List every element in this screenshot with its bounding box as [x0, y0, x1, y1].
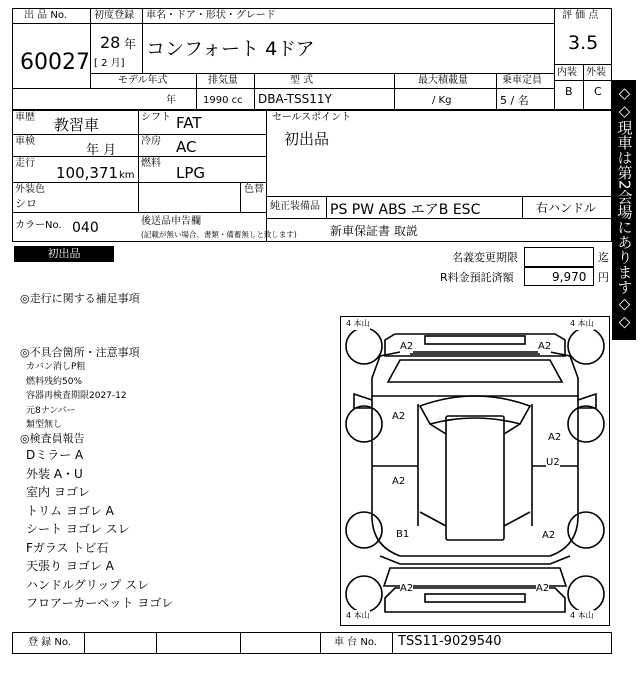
equipment2-value: 新車保証書 取説	[330, 224, 418, 238]
defect-item: 類型無し	[26, 420, 63, 430]
reg-no-label: 登 録 No.	[28, 637, 71, 648]
model-code: DBA-TSS11Y	[258, 92, 332, 106]
inspector-item: Fガラス トビ石	[26, 540, 109, 555]
interior-label: 内装	[557, 67, 577, 78]
tire-label-rear-left: 4 本山	[346, 611, 370, 620]
first-reg-year-unit: 年	[124, 37, 137, 51]
inspector-item: トリム ヨゴレ A	[26, 503, 114, 518]
color-no-value: 040	[72, 220, 99, 236]
inspection-value: 年 月	[86, 143, 117, 158]
chassis-value: TSS11-9029540	[398, 634, 502, 649]
handle-value: 右ハンドル	[536, 201, 597, 215]
first-reg-year: 28	[100, 33, 121, 52]
sales-point-label: セールスポイント	[272, 112, 352, 123]
damage-mark: A2	[400, 583, 414, 594]
fuel-label: 燃料	[141, 158, 161, 169]
aftermarket-note: (記載が無い場合、書類・備蓄無しと致します)	[141, 230, 297, 239]
name-change-label: 名義変更期限	[452, 251, 518, 264]
damage-mark: B1	[396, 529, 410, 540]
car-label: 車名・ドア・形状・グレード	[146, 10, 276, 21]
inspector-item: 天張り ヨゴレ A	[26, 559, 114, 573]
load-label: 最大積載量	[418, 75, 468, 86]
exterior-grade: C	[594, 85, 602, 98]
damage-mark: A2	[392, 476, 406, 487]
defect-item: カバン消しP粗	[26, 362, 86, 372]
side-note-text: ◇◇現車は第2会場にあります◇◇	[615, 84, 634, 331]
name-change-unit: 迄	[598, 251, 609, 264]
equipment-value: PS PW ABS エアB ESC	[330, 202, 481, 218]
recycle-value: 9,970	[552, 270, 587, 284]
side-note	[612, 80, 636, 340]
inspector-item: 室内 ヨゴレ	[26, 485, 90, 499]
model-label: 型 式	[290, 75, 314, 86]
interior-grade: B	[565, 85, 573, 98]
damage-mark: A2	[400, 341, 414, 352]
damage-mark: A2	[538, 341, 552, 352]
lot-label: 出 品 No.	[24, 10, 67, 21]
score-value: 3.5	[568, 32, 599, 54]
damage-mark: U2	[546, 457, 560, 468]
first-reg-month: [ 2 月]	[94, 58, 125, 69]
first-listing-banner: 初出品	[14, 246, 114, 262]
inspector-title: ◎検査員報告	[20, 432, 85, 445]
history-label: 車歴	[15, 112, 35, 123]
chassis-label: 車 台 No.	[334, 637, 377, 648]
capacity-value: 5 / 名	[500, 94, 529, 107]
damage-mark: A2	[536, 583, 550, 594]
mileage-value: 100,371	[56, 164, 119, 182]
history-value: 教習車	[54, 116, 100, 134]
tire-label-rear-right: 4 本山	[570, 611, 594, 620]
inspector-item: Dミラー A	[26, 448, 84, 462]
ac-value: AC	[176, 138, 197, 156]
ext-color-label: 外装色	[15, 184, 45, 195]
supplement-title: ◎走行に関する補足事項	[20, 292, 140, 305]
defects-title: ◎不具合箇所・注意事項	[20, 346, 140, 359]
exterior-label: 外装	[586, 67, 606, 78]
model-year-label: モデル年式	[118, 75, 168, 86]
inspector-item: フロアーカーペット ヨゴレ	[26, 596, 174, 610]
color-no-label: カラーNo.	[15, 220, 62, 231]
inspector-item: 外装 A・U	[26, 466, 83, 481]
defect-item: 元8ナンバー	[26, 405, 76, 416]
equipment-label: 純正装備品	[270, 201, 320, 212]
displacement-label: 排気量	[208, 75, 238, 86]
model-year-unit: 年	[166, 95, 176, 106]
recycle-unit: 円	[598, 271, 609, 284]
lot-number: 60027	[20, 50, 90, 75]
inspector-item: シート ヨゴレ スレ	[26, 522, 130, 536]
defect-item: 燃料残約50%	[26, 376, 83, 387]
defect-item: 容器再検査期限2027-12	[26, 391, 127, 401]
car-name: コンフォート 4ドア	[146, 38, 315, 60]
damage-mark: A2	[542, 530, 556, 541]
tire-label-front-left: 4 本山	[346, 319, 370, 328]
fuel-value: LPG	[176, 164, 206, 182]
mileage-unit: km	[119, 170, 135, 181]
load-value: / Kg	[432, 95, 452, 106]
damage-mark: A2	[392, 411, 406, 422]
tire-label-front-right: 4 本山	[570, 319, 594, 328]
first-reg-label: 初度登録	[94, 10, 134, 21]
capacity-label: 乗車定員	[502, 75, 542, 86]
color-change-label: 色替	[244, 184, 264, 195]
recycle-label: R料金預託済額	[440, 271, 514, 284]
inspector-item: ハンドルグリップ スレ	[26, 577, 150, 592]
aftermarket-label: 後送品申告欄	[141, 216, 201, 227]
damage-mark: A2	[548, 432, 562, 443]
sales-point-value: 初出品	[284, 130, 330, 148]
ac-label: 冷房	[141, 136, 161, 147]
shift-value: FAT	[176, 114, 202, 132]
displacement-value: 1990 cc	[203, 95, 243, 106]
mileage-label: 走行	[15, 158, 35, 169]
ext-color-value: シロ	[15, 197, 37, 210]
inspection-label: 車検	[15, 136, 35, 147]
score-label: 評 価 点	[562, 10, 599, 21]
name-change-box	[524, 247, 594, 267]
car-outline	[340, 316, 610, 626]
shift-label: シフト	[141, 112, 171, 123]
footer-block	[12, 632, 612, 654]
